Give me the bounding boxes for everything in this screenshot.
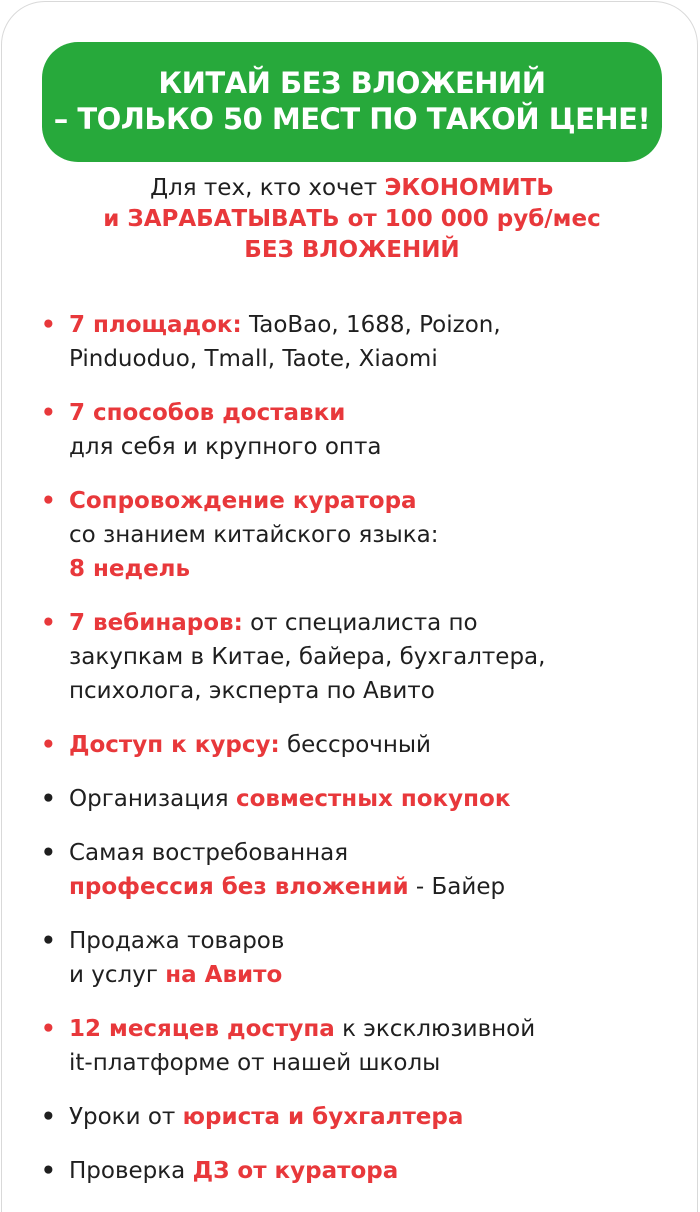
- feature-text: со знанием китайского языка:: [69, 522, 439, 548]
- bullet-icon: •: [41, 312, 56, 338]
- subtitle-line-3: БЕЗ ВЛОЖЕНИЙ: [244, 237, 460, 263]
- feature-accent: совместных покупок: [235, 786, 511, 812]
- feature-accent: Сопровождение куратора: [69, 488, 417, 514]
- bullet-icon: •: [41, 928, 56, 954]
- feature-item-joint-purchases: [2, 782, 700, 816]
- bullet-icon: •: [41, 400, 56, 426]
- offer-card: [1, 1, 698, 1212]
- feature-accent: профессия без вложений: [69, 874, 409, 900]
- feature-item-webinars: [2, 606, 700, 708]
- feature-accent: ДЗ от куратора: [192, 1158, 399, 1184]
- feature-text: Проверка: [69, 1158, 193, 1184]
- banner-title-line-2: – ТОЛЬКО 50 МЕСТ ПО ТАКОЙ ЦЕНЕ!: [53, 102, 651, 136]
- feature-text: к эксклюзивной: [334, 1016, 536, 1042]
- feature-text: психолога, эксперта по Авито: [69, 678, 435, 704]
- feature-accent: 8 недель: [69, 556, 191, 582]
- feature-text: - Байер: [408, 874, 506, 900]
- feature-text: для себя и крупного опта: [69, 434, 382, 460]
- feature-accent: на Авито: [165, 962, 283, 988]
- feature-text: Pinduoduo, Tmall, Taote, Xiaomi: [69, 346, 438, 372]
- bullet-icon: •: [41, 488, 56, 514]
- feature-item-buyer-profession: [2, 836, 700, 904]
- feature-accent: 7 вебинаров:: [69, 610, 243, 636]
- feature-item-curator: [2, 484, 700, 586]
- feature-accent: 7 площадок:: [69, 312, 242, 338]
- feature-text: и услуг: [69, 962, 166, 988]
- features-list: [2, 308, 700, 1208]
- feature-item-homework-check: [2, 1154, 700, 1188]
- offer-banner: [42, 42, 662, 162]
- bullet-icon: •: [41, 840, 56, 866]
- feature-text: закупкам в Китае, байера, бухгалтера,: [69, 644, 546, 670]
- feature-text: Продажа товаров: [69, 928, 285, 954]
- feature-item-course-access: [2, 728, 700, 762]
- feature-text: от специалиста по: [242, 610, 478, 636]
- feature-accent: юриста и бухгалтера: [182, 1104, 464, 1130]
- bullet-icon: •: [41, 786, 56, 812]
- feature-accent: 12 месяцев доступа: [69, 1016, 335, 1042]
- subtitle-line-1: [2, 173, 700, 204]
- bullet-icon: •: [41, 732, 56, 758]
- feature-text: it-платформе от нашей школы: [69, 1050, 441, 1076]
- feature-accent: Доступ к курсу:: [69, 732, 280, 758]
- feature-item-lawyer-lessons: [2, 1100, 700, 1134]
- feature-text: Организация: [69, 786, 236, 812]
- bullet-icon: •: [41, 1016, 56, 1042]
- bullet-icon: •: [41, 1104, 56, 1130]
- subtitle-line-2: и ЗАРАБАТЫВАТЬ от 100 000 руб/мес: [103, 206, 601, 232]
- feature-text: TaoBao, 1688, Poizon,: [241, 312, 501, 338]
- banner-title-line-1: КИТАЙ БЕЗ ВЛОЖЕНИЙ: [158, 66, 546, 100]
- feature-text: Самая востребованная: [69, 840, 349, 866]
- feature-item-platform-access: [2, 1012, 700, 1080]
- feature-item-platforms: [2, 308, 700, 376]
- subtitle-accent-economize: ЭКОНОМИТЬ: [384, 175, 554, 201]
- bullet-icon: •: [41, 610, 56, 636]
- feature-item-delivery: [2, 396, 700, 464]
- offer-subtitle: [2, 173, 700, 266]
- feature-accent: 7 способов доставки: [69, 400, 346, 426]
- feature-text: Уроки от: [69, 1104, 183, 1130]
- feature-text: бессрочный: [279, 732, 431, 758]
- subtitle-plain-text: Для тех, кто хочет: [150, 175, 385, 201]
- feature-item-avito-sales: [2, 924, 700, 992]
- bullet-icon: •: [41, 1158, 56, 1184]
